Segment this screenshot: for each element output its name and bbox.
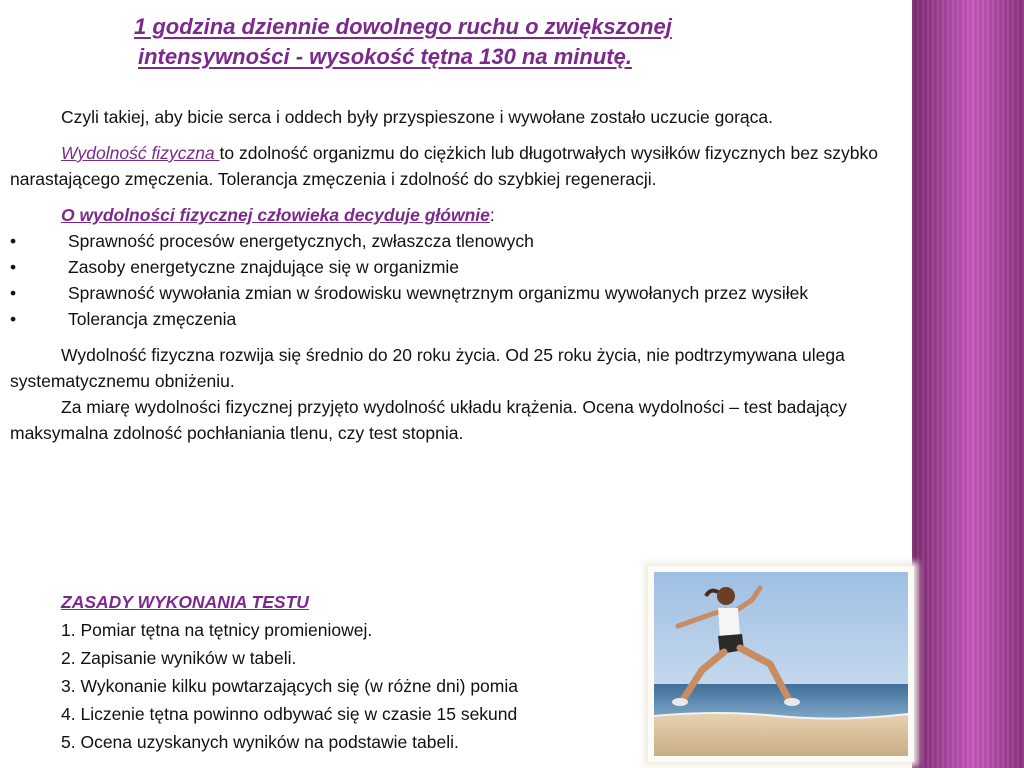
term-wydolnosc: Wydolność fizyczna — [61, 143, 220, 163]
list-item — [10, 306, 900, 332]
rule-item: 1. Pomiar tętna na tętnicy promieniowej. — [61, 620, 373, 640]
definition-text: to zdolność organizmu do ciężkich lub długotrwałych wysiłków fizycznych bez szybko narastającego zmęczenia. Tolerancja zmęczenia i zdolność do szybkiej regeneracji. — [10, 143, 879, 189]
bullet-symbol: • — [10, 231, 17, 251]
list-item-text: Zasoby energetyczne znajdujące się w organizmie — [68, 257, 460, 277]
list-item-text: Tolerancja zmęczenia — [68, 309, 237, 329]
paragraph-definition — [10, 140, 900, 192]
list-item-text: Sprawność procesów energetycznych, zwłaszcza tlenowych — [68, 231, 534, 251]
list-item — [10, 228, 900, 254]
list-item-text: Sprawność wywołania zmian w środowisku wewnętrznym organizmu wywołanych przez wysiłek — [68, 283, 809, 303]
factors-section — [10, 202, 900, 332]
sand — [654, 713, 908, 756]
rule-item: 2. Zapisanie wyników w tabeli. — [61, 648, 297, 668]
paragraph-heat: Czyli takiej, aby bicie serca i oddech były przyspieszone i wywołane zostało uczucie gorąca. — [61, 107, 774, 127]
rule-item: 4. Liczenie tętna powinno odbywać się w czasie 15 sekund — [61, 704, 518, 724]
bullet-symbol: • — [10, 257, 17, 277]
factors-colon: : — [489, 205, 495, 225]
list-item — [10, 254, 900, 280]
slide-title — [134, 12, 904, 72]
runner-illustration — [648, 566, 914, 762]
bullet-symbol: • — [10, 309, 17, 329]
test-rules — [61, 588, 518, 756]
decorative-side-band — [912, 0, 1024, 768]
factors-heading-line — [10, 202, 900, 228]
runner-beach-photo — [648, 566, 914, 762]
title-line-2: intensywności - wysokość tętna 130 na minutę. — [138, 44, 632, 69]
bullet-symbol: • — [10, 283, 17, 303]
list-item — [10, 280, 900, 306]
title-line-1: 1 godzina dziennie dowolnego ruchu o zwiększonej — [134, 14, 672, 39]
rules-heading: ZASADY WYKONANIA TESTU — [61, 592, 309, 612]
factors-heading: O wydolności fizycznej człowieka decyduje głównie — [61, 205, 490, 225]
paragraph-development: Wydolność fizyczna rozwija się średnio do 20 roku życia. Od 25 roku życia, nie podtrzymywana ulega systematycznemu obniżeniu. — [10, 345, 845, 391]
paragraph-measure: Za miarę wydolności fizycznej przyjęto wydolność układu krążenia. Ocena wydolności – test badający maksymalna zdolność pochłaniania tlenu, czy test stopnia. — [10, 397, 847, 443]
slide-body — [10, 104, 900, 456]
rule-item: 5. Ocena uzyskanych wyników na podstawie tabeli. — [61, 732, 459, 752]
rule-item: 3. Wykonanie kilku powtarzających się (w różne dni) pomia — [61, 676, 518, 696]
